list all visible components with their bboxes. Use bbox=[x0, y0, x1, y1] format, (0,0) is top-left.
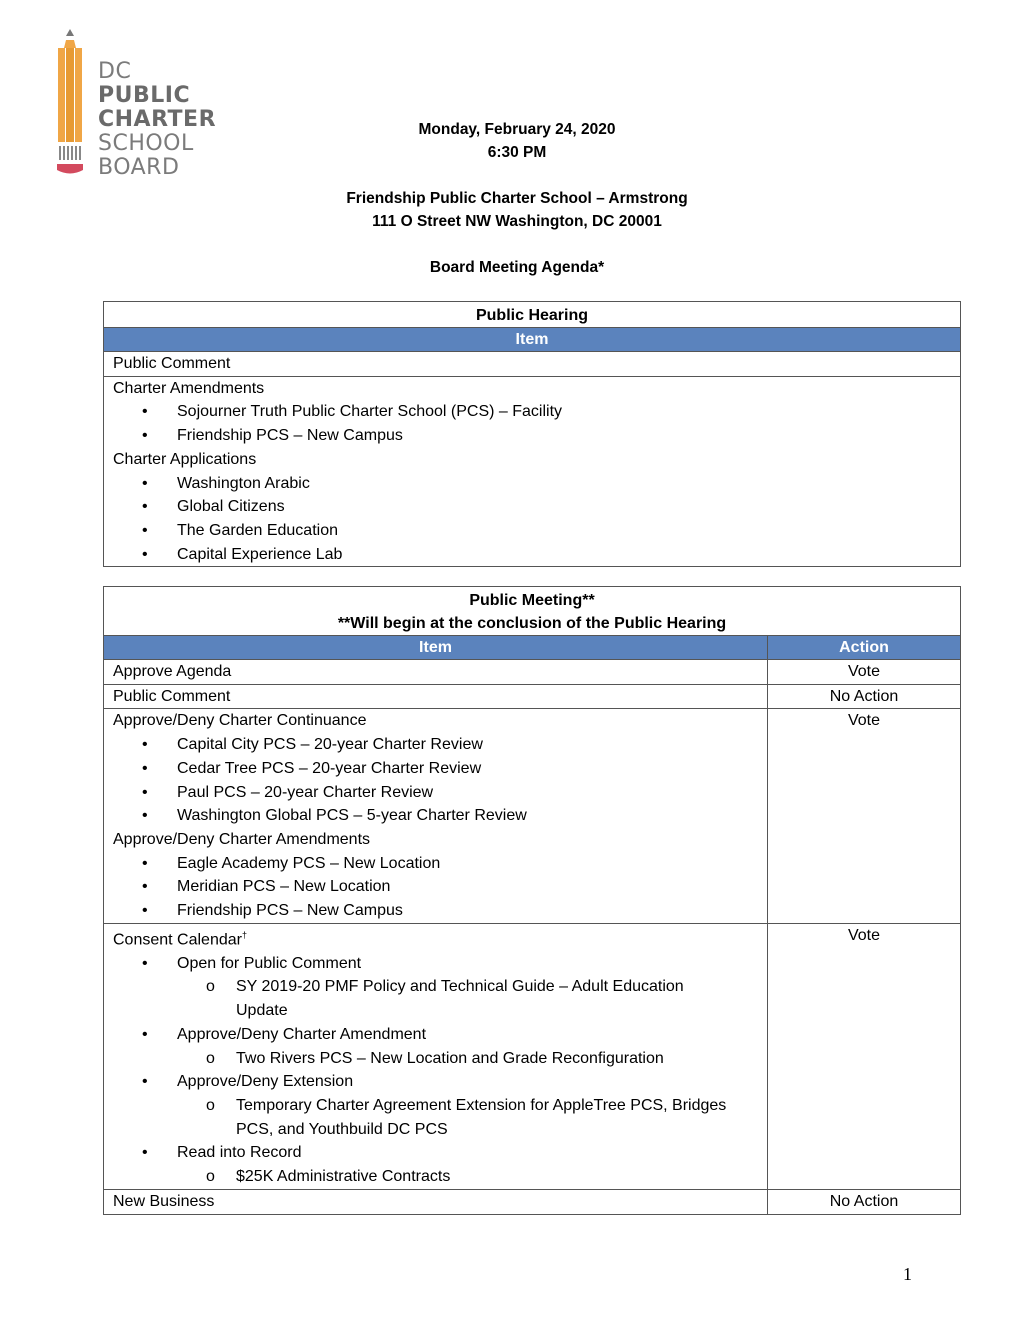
action-value: Vote bbox=[847, 926, 881, 944]
list-item bbox=[113, 519, 951, 543]
table-subtitle: **Will begin at the conclusion of the Public Hearing bbox=[337, 615, 727, 632]
list-item bbox=[113, 400, 951, 424]
list-item-text: • Paul PCS – 20-year Charter Review bbox=[177, 783, 434, 801]
list-item bbox=[113, 781, 758, 805]
action-value: Vote bbox=[847, 663, 881, 680]
action-value: No Action bbox=[829, 1192, 899, 1210]
table-title-text: Public Meeting** bbox=[469, 592, 595, 609]
list-item-text: • Meridian PCS – New Location bbox=[177, 878, 391, 896]
table-row bbox=[104, 684, 961, 709]
dagger-footnote: † bbox=[241, 929, 247, 940]
column-header-action: Action bbox=[768, 636, 961, 660]
sub-list-item-continued: Update bbox=[236, 1002, 288, 1020]
list-item bbox=[113, 1141, 758, 1165]
table-title: Public Hearing bbox=[104, 302, 961, 328]
logo-line: CHARTER bbox=[98, 107, 217, 132]
action-value: Vote bbox=[847, 712, 881, 730]
sub-list-item: o SY 2019-20 PMF Policy and Technical Guide – Adult Education bbox=[113, 975, 758, 999]
public-meeting-table bbox=[103, 586, 961, 1215]
list-item-text: • Eagle Academy PCS – New Location bbox=[177, 854, 441, 872]
logo-wordmark bbox=[98, 60, 216, 180]
table-row bbox=[104, 376, 961, 567]
sub-list-item: o Two Rivers PCS – New Location and Grade Reconfiguration bbox=[113, 1047, 758, 1071]
table-row bbox=[104, 709, 961, 923]
agenda-item: Approve/Deny Charter Continuance bbox=[113, 712, 367, 730]
agenda-item bbox=[113, 924, 758, 952]
list-item bbox=[113, 899, 758, 923]
list-item bbox=[113, 804, 758, 828]
list-item bbox=[113, 543, 951, 567]
list-item-text: • Capital City PCS – 20-year Charter Review bbox=[177, 736, 483, 754]
list-item-text: • Cedar Tree PCS – 20-year Charter Review bbox=[177, 759, 482, 777]
column-header-item: Item bbox=[104, 328, 961, 352]
agenda-title: Board Meeting Agenda* bbox=[429, 259, 605, 276]
logo-line: DC bbox=[98, 59, 132, 84]
sub-list-item: o Temporary Charter Agreement Extension for AppleTree PCS, Bridges bbox=[113, 1094, 758, 1118]
list-item-text: • Global Citizens bbox=[177, 498, 285, 516]
public-hearing-table bbox=[103, 301, 961, 567]
meeting-date: Monday, February 24, 2020 bbox=[418, 121, 616, 138]
list-item-text: • Washington Global PCS – 5-year Charter Review bbox=[177, 807, 527, 825]
page-number: 1 bbox=[903, 1264, 912, 1284]
table-row bbox=[104, 660, 961, 685]
logo-line: SCHOOL bbox=[98, 131, 194, 156]
list-item bbox=[113, 952, 758, 976]
table-row bbox=[104, 923, 961, 1189]
agenda-item: Approve Agenda bbox=[113, 663, 232, 680]
list-item-text: • Open for Public Comment bbox=[177, 954, 362, 972]
action-value: No Action bbox=[829, 687, 899, 705]
column-header-item: Item bbox=[104, 636, 768, 660]
list-item-text: • Approve/Deny Charter Amendment bbox=[177, 1025, 427, 1043]
list-item bbox=[113, 1023, 758, 1047]
list-item bbox=[113, 757, 758, 781]
agenda-item-text: Consent Calendar bbox=[113, 931, 242, 949]
list-item-text: • Sojourner Truth Public Charter School (PCS) – Facility bbox=[177, 403, 563, 421]
table-row bbox=[104, 1189, 961, 1214]
agenda-item: Public Comment bbox=[113, 355, 231, 372]
list-item-text: • Friendship PCS – New Campus bbox=[177, 902, 403, 920]
table-row bbox=[104, 352, 961, 377]
list-item bbox=[113, 424, 951, 448]
agenda-item: Public Comment bbox=[113, 687, 231, 705]
list-item bbox=[113, 852, 758, 876]
meeting-venue: Friendship Public Charter School – Armstrong bbox=[346, 190, 688, 207]
logo-line: BOARD bbox=[98, 155, 180, 180]
list-item-text: • Read into Record bbox=[177, 1144, 302, 1162]
list-item-text: • The Garden Education bbox=[177, 521, 338, 539]
agenda-item: Approve/Deny Charter Amendments bbox=[113, 830, 371, 848]
agenda-item: New Business bbox=[113, 1192, 215, 1210]
sub-list-item-continued: PCS, and Youthbuild DC PCS bbox=[236, 1120, 448, 1138]
list-item bbox=[113, 472, 951, 496]
list-item-text: • Capital Experience Lab bbox=[177, 545, 343, 563]
table-title bbox=[104, 587, 961, 636]
list-item bbox=[113, 1070, 758, 1094]
agenda-item: Charter Amendments bbox=[113, 379, 265, 397]
list-item-text: • Approve/Deny Extension bbox=[177, 1073, 354, 1091]
list-item bbox=[113, 495, 951, 519]
list-item-text: • Washington Arabic bbox=[177, 474, 310, 492]
list-item-text: • Friendship PCS – New Campus bbox=[177, 427, 403, 445]
meeting-time: 6:30 PM bbox=[487, 144, 547, 161]
sub-list-item: o $25K Administrative Contracts bbox=[113, 1165, 758, 1189]
logo-line: PUBLIC bbox=[98, 83, 191, 108]
agenda-item: Charter Applications bbox=[113, 450, 257, 468]
list-item bbox=[113, 875, 758, 899]
list-item bbox=[113, 733, 758, 757]
meeting-address: 111 O Street NW Washington, DC 20001 bbox=[372, 213, 662, 230]
